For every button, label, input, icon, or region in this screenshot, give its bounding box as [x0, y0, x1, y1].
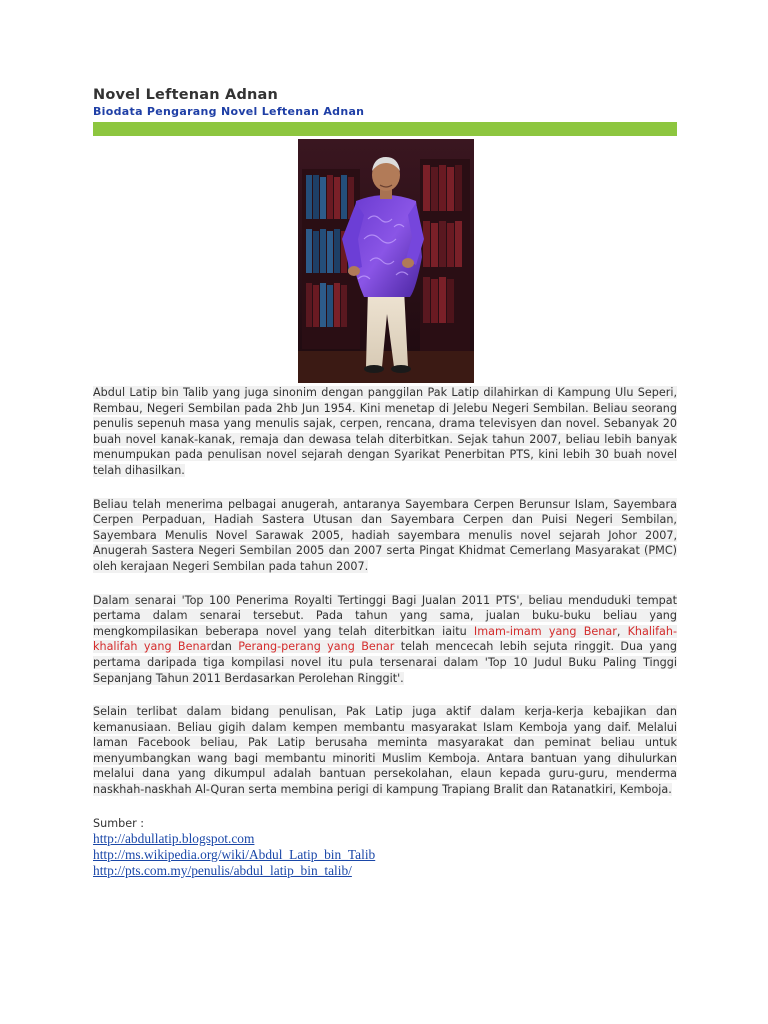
sources-label: Sumber :: [93, 816, 144, 830]
paragraph-biography: [93, 385, 677, 479]
accent-bar: [93, 122, 677, 136]
royalties-text-b: ,: [616, 624, 628, 638]
photo-container: [94, 139, 677, 383]
source-link-pts[interactable]: http://pts.com.my/penulis/abdul_latip_bin_talib/: [93, 862, 352, 878]
book-title-imam: Imam-imam yang Benar: [473, 624, 617, 638]
page-title: Novel Leftenan Adnan: [93, 87, 279, 103]
royalties-text-c: dan: [210, 640, 239, 654]
paragraph-royalties: [93, 593, 677, 687]
author-portrait-icon: [298, 139, 474, 383]
book-title-perang: Perang-perang yang Benar: [238, 640, 395, 654]
paragraph-charity-text: Selain terlibat dalam bidang penulisan, Pak Latip juga aktif dalam kerja-kerja kebajikan dan kemanusiaan. Beliau gigih dalam kempen membantu masyarakat Islam Kemboja yang daif. Melalui laman Facebook beliau, Pak Latip berusaha meminta masyarakat dan peminat beliau untuk menyumbangkan wang bagi membantu minoriti Muslim Kemboja. Antara bantuan yang dihulurkan melalui dana yang dikumpul adalah bantuan persekolahan, elaun kepada guru-guru, menderma naskhah-naskhah Al-Quran serta membina perigi di kampung Trapiang Bralit dan Ratanatkiri, Kemboja.: [93, 705, 677, 797]
paragraph-biography-text: Abdul Latip bin Talib yang juga sinonim dengan panggilan Pak Latip dilahirkan di Kampung Ulu Seperi, Rembau, Negeri Sembilan pada 2hb Jun 1954. Kini menetap di Jelebu Negeri Sembilan. Beliau seorang penulis sepenuh masa yang menulis sajak, cerpen, rencana, drama televisyen dan novel. Sebanyak 20 buah novel kanak-kanak, remaja dan dewasa telah diterbitkan. Sejak tahun 2007, beliau lebih banyak menumpukan pada penulisan novel sejarah dengan Syarikat Penerbitan PTS, kini lebih 30 buah novel telah dihasilkan.: [93, 386, 677, 477]
royalties-text-d: telah mencecah lebih sejuta ringgit. Dua yang pertama daripada tiga kompilasi novel itu pula tersenarai dalam 'Top 10 Judul Buku Paling Tinggi Sepanjang Tahun 2011 Berdasarkan Perolehan Ringgit'.: [93, 640, 677, 685]
page-subtitle: Biodata Pengarang Novel Leftenan Adnan: [93, 105, 365, 118]
royalties-text-a: Dalam senarai 'Top 100 Penerima Royalti Tertinggi Bagi Jualan 2011 PTS', beliau menduduki tempat pertama dalam senarai tersebut. Pada tahun yang sama, jualan buku-buku beliau yang mengkompilasikan beberapa novel yang telah diterbitkan iaitu: [93, 593, 677, 638]
paragraph-awards-text: Beliau telah menerima pelbagai anugerah, antaranya Sayembara Cerpen Berunsur Islam, Sayembara Cerpen Perpaduan, Hadiah Sastera Utusan dan Sayembara Cerpen dan Puisi Negeri Sembilan, Sayembara Menulis Novel Sarawak 2005, hadiah sayembara menulis novel sejarah Johor 2007, Anugerah Sastera Negeri Sembilan 2005 dan 2007 serta Pingat Khidmat Cemerlang Masyarakat (PMC) oleh kerajaan Negeri Sembilan pada tahun 2007.: [93, 497, 677, 573]
paragraph-charity: [93, 704, 677, 798]
paragraph-awards: [93, 497, 677, 575]
book-title-khalifah: Khalifah-khalifah yang Benar: [93, 624, 677, 654]
source-link-blog[interactable]: http://abdullatip.blogspot.com: [93, 830, 255, 846]
document-page: [93, 86, 677, 879]
source-link-wikipedia[interactable]: http://ms.wikipedia.org/wiki/Abdul_Latip_bin_Talib: [93, 846, 376, 862]
